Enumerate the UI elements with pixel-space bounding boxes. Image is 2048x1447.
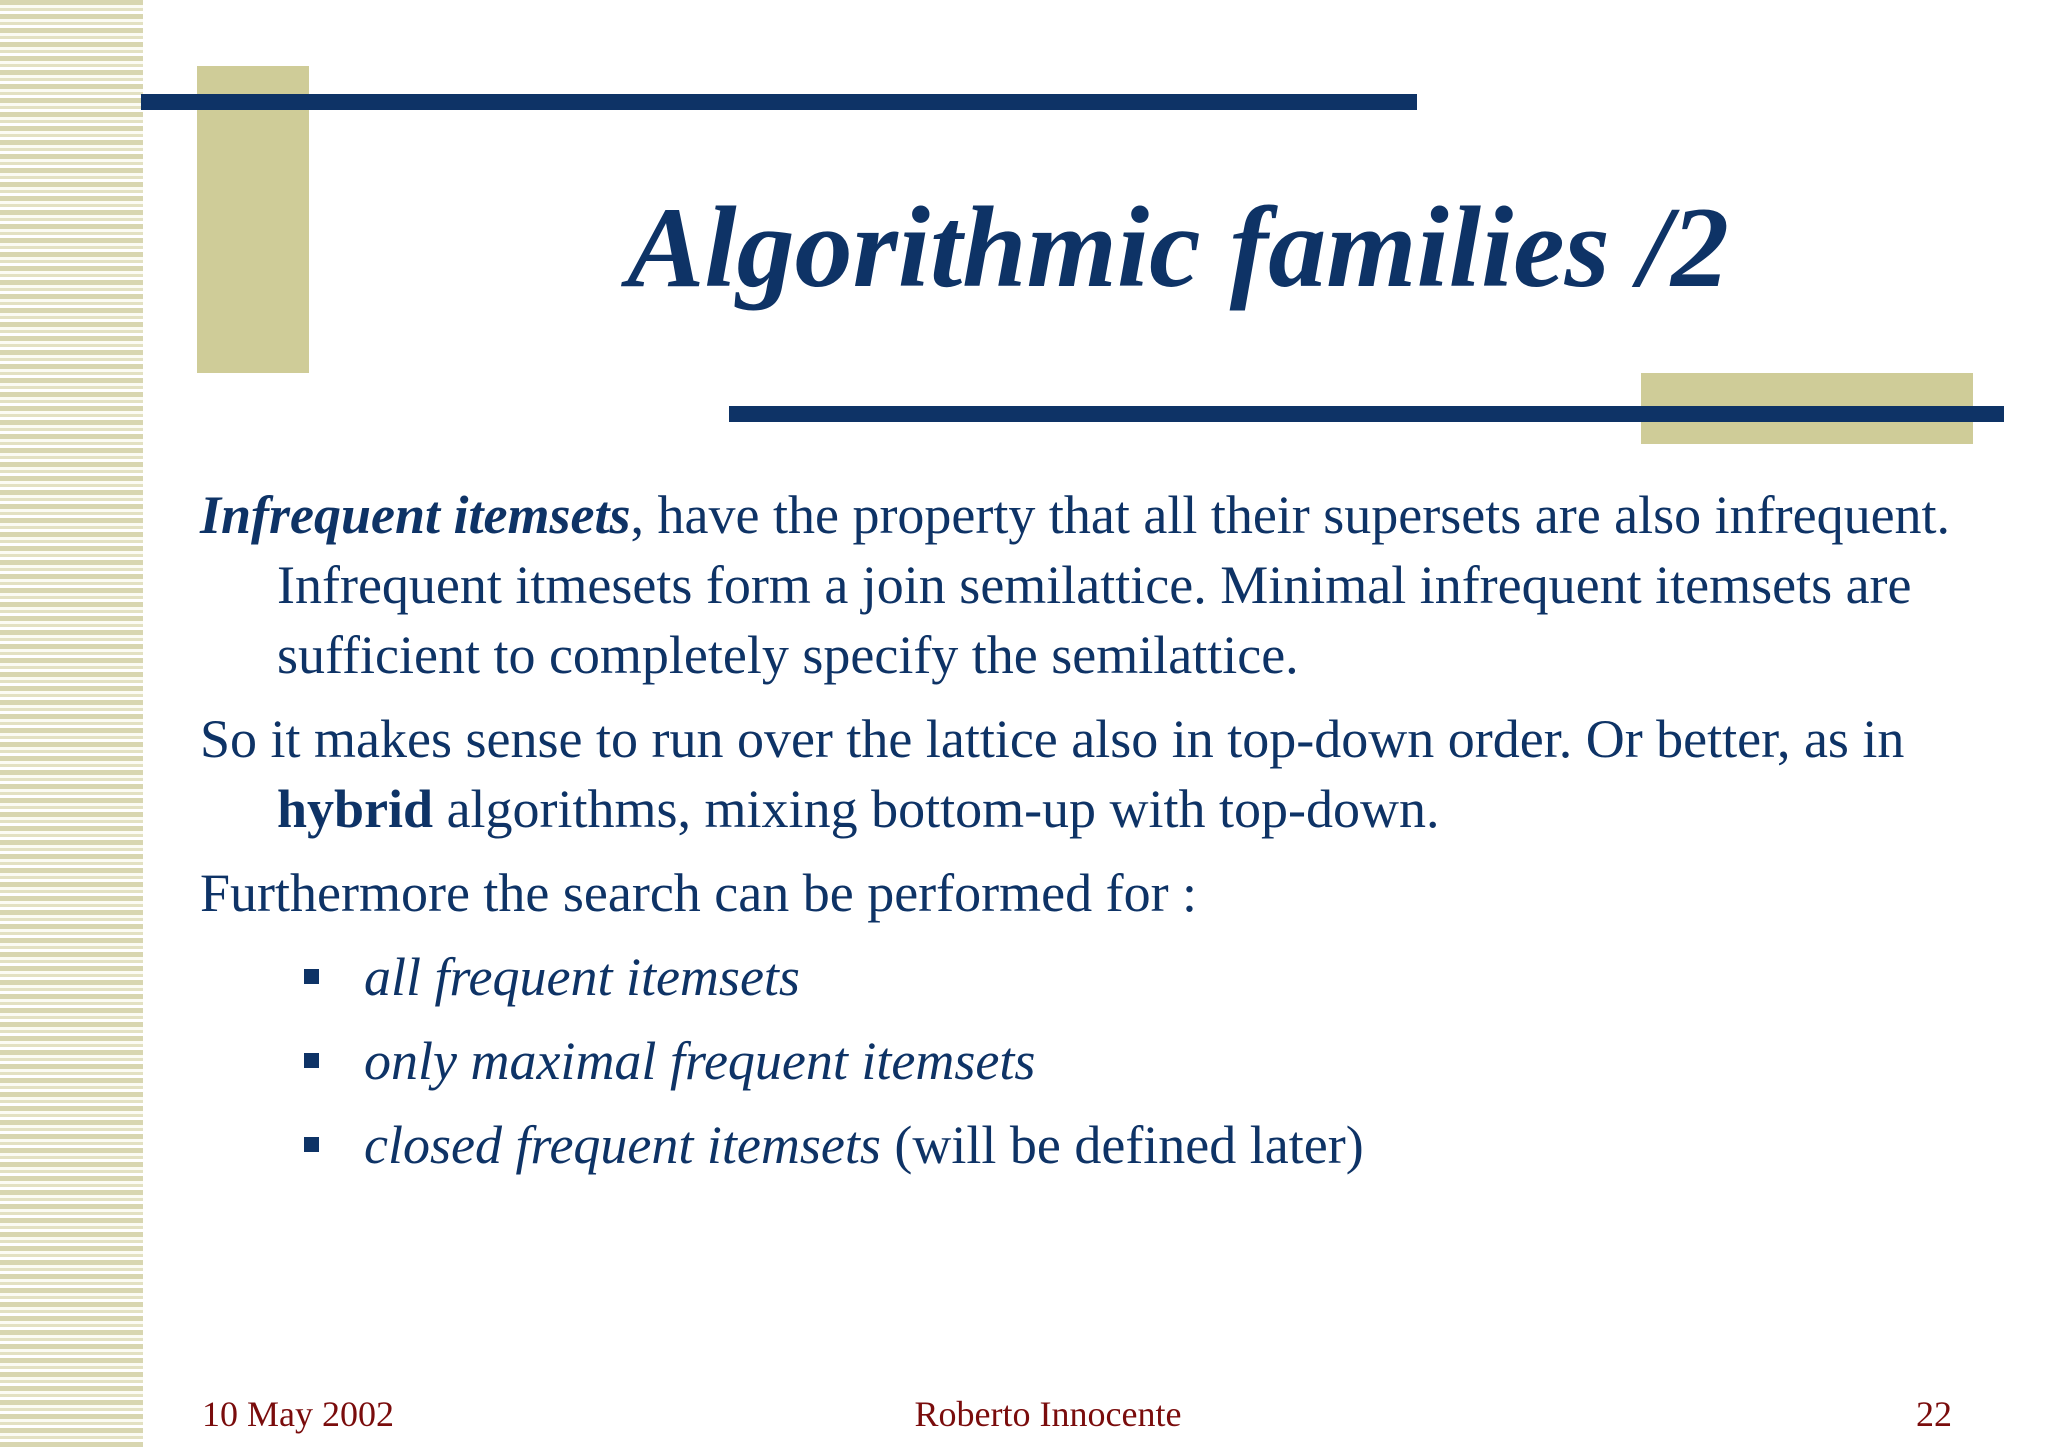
- footer-page-number: 22: [1916, 1394, 1952, 1434]
- paragraph-text: , have the property that all their supersets are also infrequent. Infrequent itmesets form a join semilattice. Minimal infrequent itemsets are sufficient to completely specify the semilattice.: [277, 485, 1951, 685]
- list-item-italic: only maximal frequent itemsets: [364, 1031, 1036, 1091]
- list-item-text: (will be defined later): [880, 1115, 1364, 1175]
- paragraph-infrequent-itemsets: [200, 480, 1990, 690]
- footer-author: Roberto Innocente: [914, 1394, 1182, 1434]
- term-hybrid: hybrid: [277, 779, 434, 839]
- list-item: [200, 1110, 1990, 1180]
- footer-date: 10 May 2002: [202, 1394, 394, 1434]
- paragraph-text: So it makes sense to run over the lattice also in top-down order. Or better, as in: [200, 709, 1905, 769]
- slide-title: Algorithmic families /2: [626, 184, 1730, 312]
- list-item-italic: closed frequent itemsets: [364, 1115, 881, 1175]
- paragraph-text: algorithms, mixing bottom-up with top-down.: [433, 779, 1440, 839]
- list-item: [200, 1026, 1990, 1096]
- square-bullet-icon: [304, 1137, 319, 1152]
- list-item-italic: all frequent itemsets: [364, 947, 800, 1007]
- square-bullet-icon: [304, 1053, 319, 1068]
- paragraph-top-down-order: [200, 704, 1990, 844]
- search-options-list: [200, 942, 1990, 1180]
- title-bottom-rule: [729, 406, 2004, 422]
- paragraph-search-options: [200, 858, 1990, 928]
- list-item: [200, 942, 1990, 1012]
- square-bullet-icon: [304, 969, 319, 984]
- slide-body: [200, 480, 1990, 1194]
- title-top-rule: [141, 94, 1417, 110]
- term-infrequent-itemsets: Infrequent itemsets: [200, 485, 631, 545]
- paragraph-text: Furthermore the search can be performed for :: [200, 863, 1198, 923]
